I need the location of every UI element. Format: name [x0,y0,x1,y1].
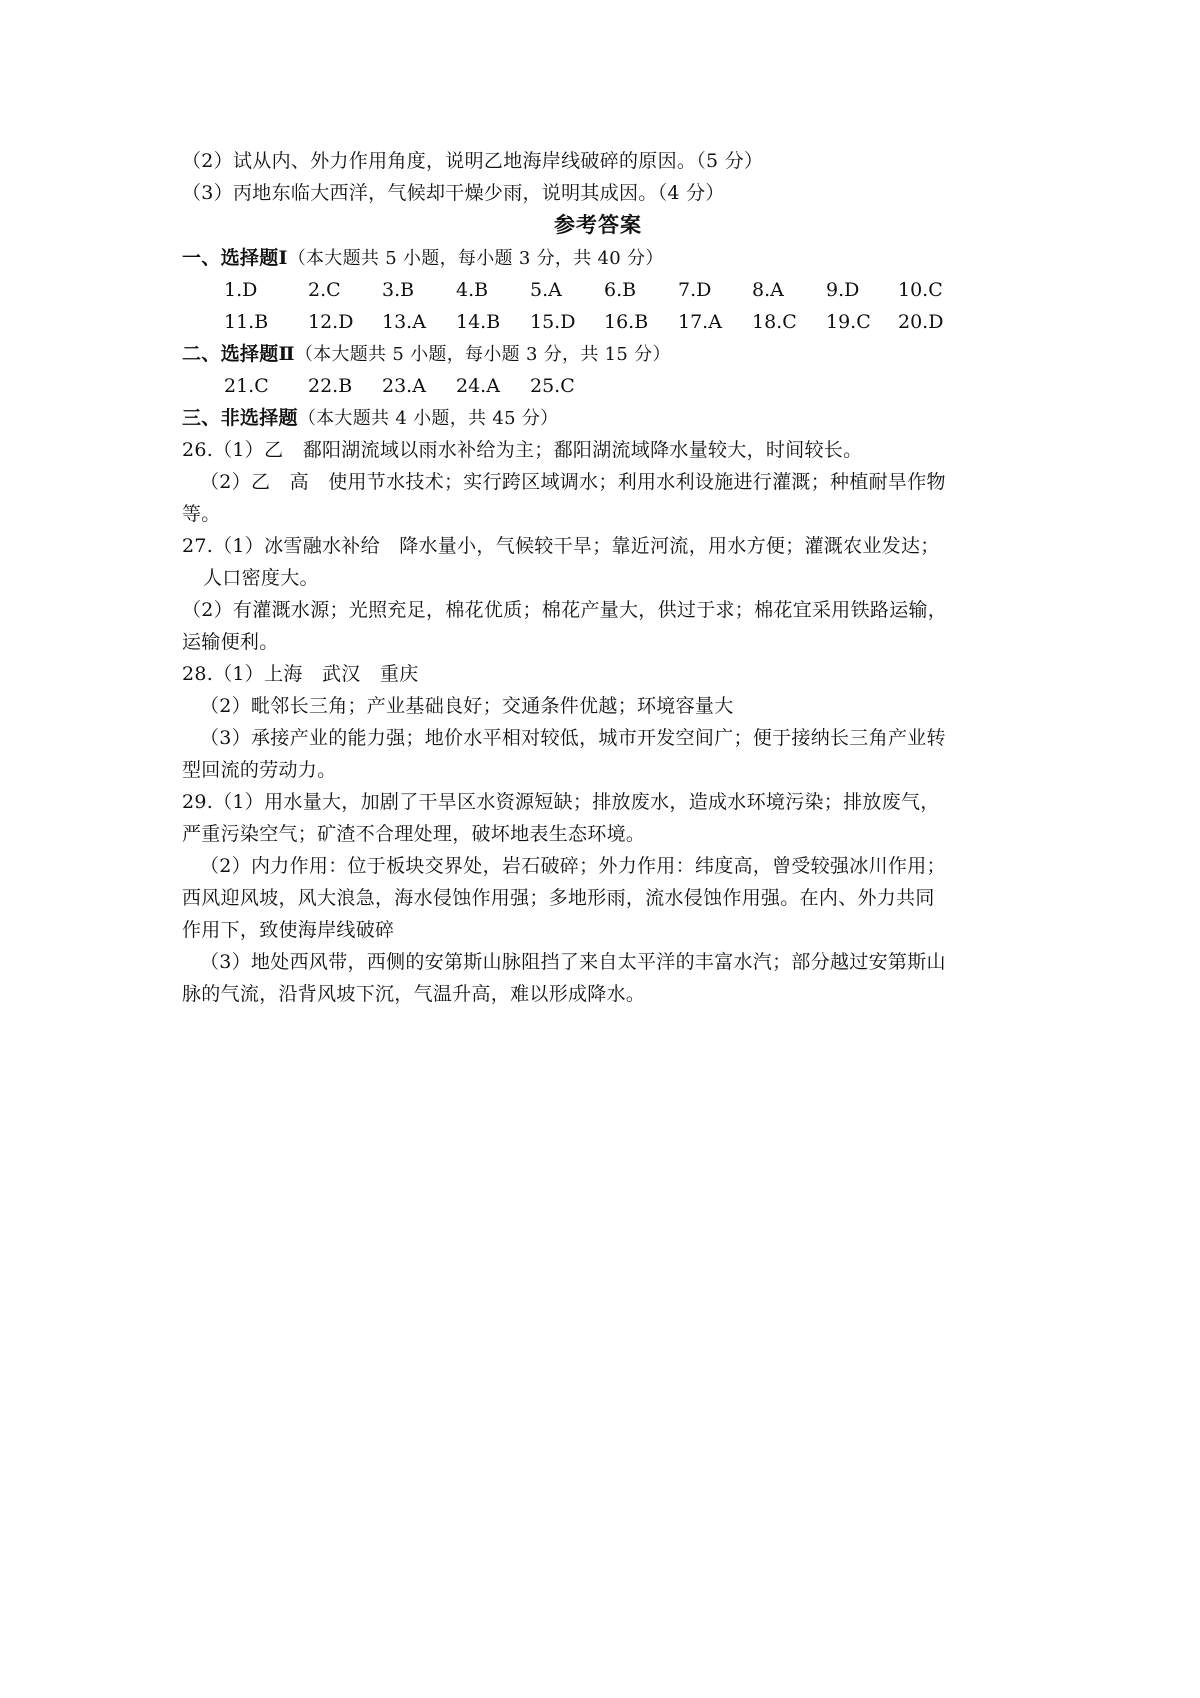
answer-item: 19.C [826,311,871,333]
section3-heading-line [182,405,558,432]
answer-item: 23.A [382,375,426,397]
answer-29-line-2: 严重污染空气；矿渣不合理处理，破坏地表生态环境。 [182,823,646,845]
question-2: （2）试从内、外力作用角度，说明乙地海岸线破碎的原因。（5 分） [182,150,764,172]
section3-heading: 三、非选择题 [182,407,298,429]
answers-row-3 [0,373,1200,399]
section2-note: （本大题共 5 小题，每小题 3 分，共 15 分） [294,344,671,365]
answer-item: 13.A [382,311,426,333]
answer-item: 18.C [752,311,797,333]
answer-29-line-7: 脉的气流，沿背风坡下沉，气温升高，难以形成降水。 [182,983,646,1005]
answer-item: 11.B [224,311,269,333]
answer-item: 4.B [456,279,489,301]
answers-row-1 [0,277,1200,303]
answer-item: 15.D [530,311,576,333]
answer-item: 24.A [456,375,500,397]
answer-28-line-3: （3）承接产业的能力强；地价水平相对较低，城市开发空间广；便于接纳长三角产业转 [200,727,946,749]
answer-item: 21.C [224,375,269,397]
answer-item: 1.D [224,279,258,301]
answer-item: 5.A [530,279,562,301]
answer-item: 7.D [678,279,712,301]
answer-item: 25.C [530,375,575,397]
answer-item: 20.D [898,311,944,333]
answer-27-line-3: （2）有灌溉水源；光照充足，棉花优质；棉花产量大，供过于求；棉花宜采用铁路运输， [182,599,948,621]
answer-title: 参考答案 [554,212,642,237]
section2-heading: 二、选择题Ⅱ [182,343,295,365]
answer-29-line-6: （3）地处西风带，西侧的安第斯山脉阻挡了来自太平洋的丰富水汽；部分越过安第斯山 [200,951,946,973]
answer-28-line-4: 型回流的劳动力。 [182,759,337,781]
section1-heading: 一、选择题Ⅰ [182,247,288,269]
answer-item: 16.B [604,311,649,333]
answer-26-line-3: 等。 [182,503,221,525]
answer-item: 17.A [678,311,722,333]
answers-row-2 [0,309,1200,335]
answer-29-line-3: （2）内力作用：位于板块交界处，岩石破碎；外力作用：纬度高，曾受较强冰川作用； [200,855,946,877]
answer-27-line-4: 运输便利。 [182,631,279,653]
section1-note: （本大题共 5 小题，每小题 3 分，共 40 分） [287,248,664,269]
answer-28-line-2: （2）毗邻长三角；产业基础良好；交通条件优越；环境容量大 [200,695,734,717]
answer-26-line-2: （2）乙 高 使用节水技术；实行跨区域调水；利用水利设施进行灌溉；种植耐旱作物 [200,471,946,493]
answer-item: 3.B [382,279,415,301]
answer-item: 2.C [308,279,341,301]
question-3: （3）丙地东临大西洋，气候却干燥少雨，说明其成因。（4 分） [182,182,725,204]
answer-item: 22.B [308,375,353,397]
answer-29-line-1: 29.（1）用水量大，加剧了干旱区水资源短缺；排放废水，造成水环境污染；排放废气， [182,791,940,813]
answer-29-line-5: 作用下，致使海岸线破碎 [182,919,395,941]
section1-heading-line [182,245,664,272]
answer-item: 12.D [308,311,354,333]
section3-note: （本大题共 4 小题，共 45 分） [297,408,559,429]
answer-26-line-1: 26.（1）乙 鄱阳湖流域以雨水补给为主；鄱阳湖流域降水量较大，时间较长。 [182,439,863,461]
answer-item: 8.A [752,279,784,301]
answer-29-line-4: 西风迎风坡，风大浪急，海水侵蚀作用强；多地形雨，流水侵蚀作用强。在内、外力共同 [182,887,935,909]
answer-27-line-2: 人口密度大。 [203,567,319,589]
answer-item: 9.D [826,279,860,301]
answer-item: 6.B [604,279,637,301]
section2-heading-line [182,341,671,368]
answer-28-line-1: 28.（1）上海 武汉 重庆 [182,663,419,685]
answer-27-line-1: 27.（1）冰雪融水补给 降水量小，气候较干旱；靠近河流，用水方便；灌溉农业发达； [182,535,940,557]
answer-item: 14.B [456,311,501,333]
answer-item: 10.C [898,279,943,301]
